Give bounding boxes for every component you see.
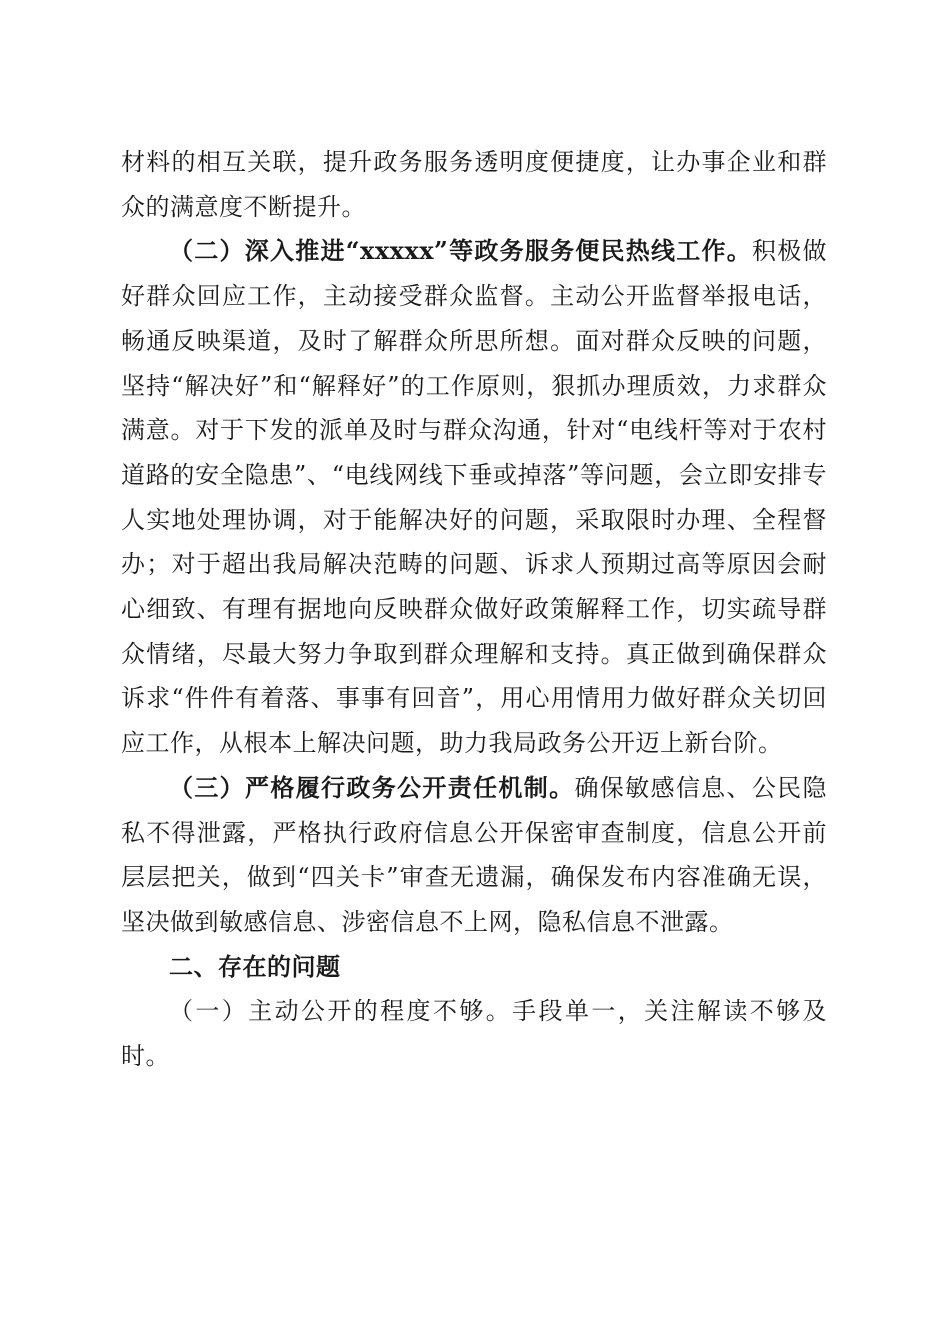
document-body	[121, 140, 827, 1079]
problem-1-body: 手段单一，关注解读不够及时。	[121, 997, 828, 1071]
problem-1-title: （一）主动公开的程度不够。	[169, 997, 513, 1026]
section-2-title: （二）深入推进“xxxxx”等政务服务便民热线工作。	[169, 236, 753, 266]
paragraph-problem-1	[121, 989, 827, 1078]
paragraph-section-3	[121, 766, 827, 945]
section-3-title: （三）严格履行政务公开责任机制。	[169, 772, 575, 802]
heading-problems: 二、存在的问题	[169, 952, 341, 981]
paragraph-section-2	[121, 229, 827, 765]
paragraph-continuation: 材料的相互关联，提升政务服务透明度便捷度，让办事企业和群众的满意度不断提升。	[121, 148, 827, 221]
section-2-body: 积极做好群众回应工作，主动接受群众监督。主动公开监督举报电话，畅通反映渠道，及时了解群众所思所想。面对群众反映的问题，坚持“解决好”和“解释好”的工作原则，狠抓办理质效，力求群众满意。对于下发的派单及时与群众沟通，针对“电线杆等对于农村道路的安全隐患”、“电线网线下垂或掉落”等问题，会立即安排专人实地处理协调，对于能解决好的问题，采取限时办理、全程督办；对于超出我局解决范畴的问题、诉求人预期过高等原因会耐心细致、有理有据地向反映群众做好政策解释工作，切实疏导群众情绪，尽最大努力争取到群众理解和支持。真正做到确保群众诉求“件件有着落、事事有回音”，用心用情用力做好群众关切回应工作，从根本上解决问题，助力我局政务公开迈上新台阶。	[121, 237, 828, 758]
section-3-body: 确保敏感信息、公民隐私不得泄露，严格执行政府信息公开保密审查制度，信息公开前层层把关，做到“四关卡”审查无遗漏，确保发布内容准确无误，坚决做到敏感信息、涉密信息不上网，隐私信息不泄露。	[121, 773, 828, 936]
